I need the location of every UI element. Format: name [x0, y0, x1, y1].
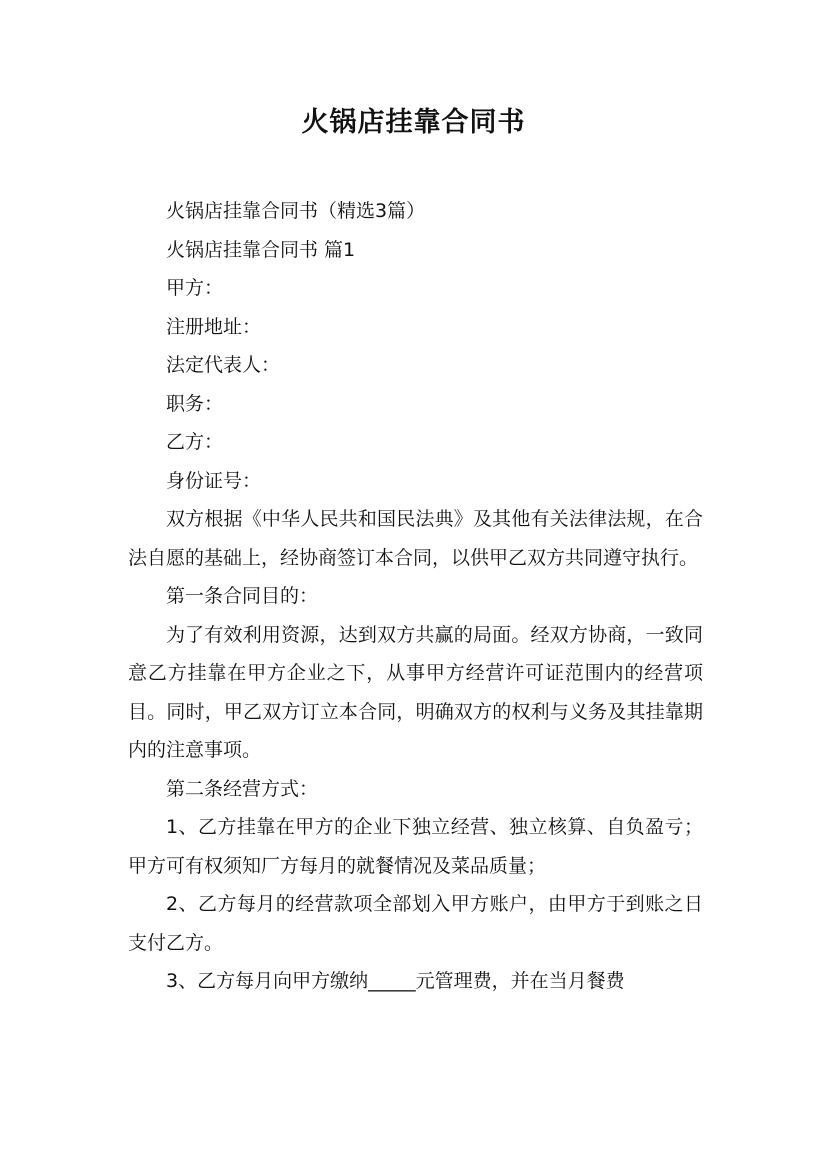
paragraph: 注册地址：: [166, 315, 262, 338]
paragraph: 2、乙方每月的经营款项全部划入甲方账户，由甲方于到账之日支付乙方。: [128, 893, 703, 954]
paragraph: 第二条经营方式：: [166, 777, 319, 800]
paragraph: 甲方：: [166, 277, 224, 299]
paragraph: 职务：: [166, 392, 224, 415]
paragraph: 第一条合同目的：: [166, 585, 319, 607]
paragraph: 乙方：: [166, 431, 224, 453]
paragraph: 双方根据《中华人民共和国民法典》及其他有关法律法规，在合法自愿的基础上，经协商签订本合同，以供甲乙双方共同遵守执行。: [128, 508, 703, 569]
paragraph: 3、乙方每月向甲方缴纳_____元管理费，并在当月餐费: [166, 970, 625, 992]
document-title: 火锅店挂靠合同书: [301, 107, 526, 138]
paragraph: 法定代表人：: [166, 354, 281, 376]
paragraph: 身份证号：: [166, 469, 262, 492]
paragraph: 火锅店挂靠合同书 篇1: [166, 238, 356, 261]
paragraph: 1、乙方挂靠在甲方的企业下独立经营、独立核算、自负盈亏；甲方可有权须知厂方每月的就餐情况及菜品质量；: [128, 816, 703, 877]
paragraph: 为了有效利用资源，达到双方共赢的局面。经双方协商，一致同意乙方挂靠在甲方企业之下，从事甲方经营许可证范围内的经营项目。同时，甲乙双方订立本合同，明确双方的权利与义务及其挂靠期内的注意事项。: [128, 623, 703, 761]
paragraph: 火锅店挂靠合同书（精选3篇）: [166, 200, 426, 222]
document-body: [128, 192, 703, 1001]
